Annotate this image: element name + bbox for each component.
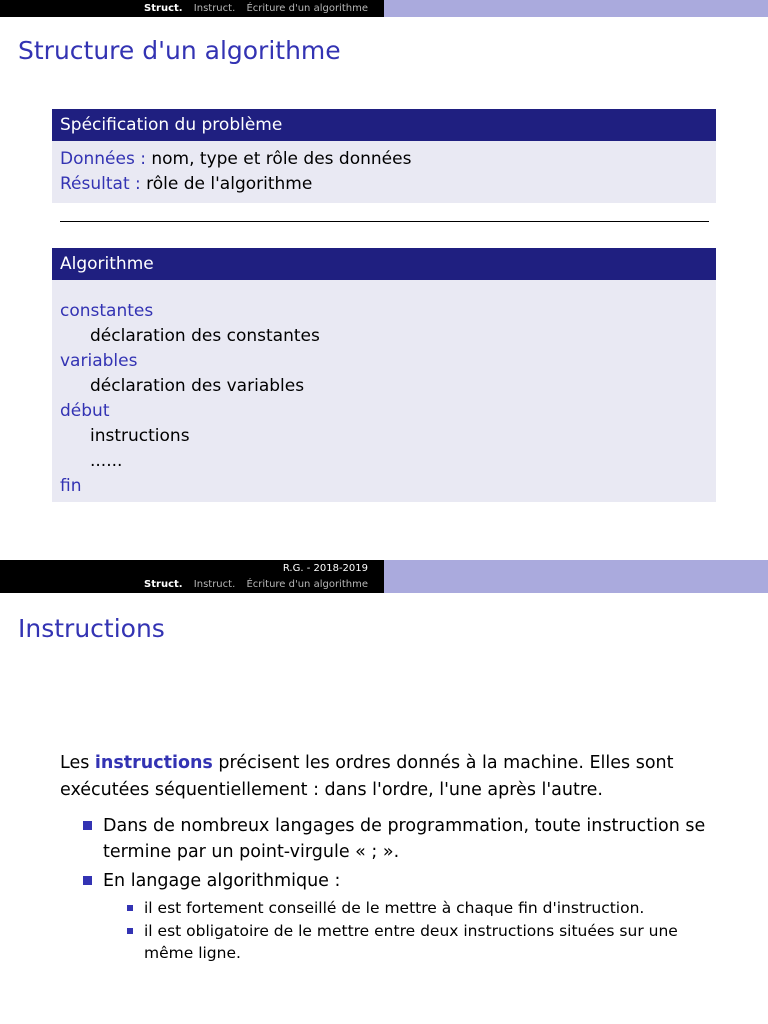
- algo-kw-constantes: constantes: [60, 301, 154, 321]
- footer-bar: [0, 560, 768, 576]
- frame-title: Structure d'un algorithme: [18, 36, 341, 65]
- nav-section-ecriture[interactable]: Écriture d'un algorithme: [246, 579, 368, 590]
- nav-section-ecriture[interactable]: Écriture d'un algorithme: [246, 3, 368, 14]
- section-nav: [0, 0, 384, 17]
- spec-key: Résultat :: [60, 174, 141, 194]
- algo-line: ......: [90, 451, 123, 471]
- header-bar: [0, 576, 768, 593]
- intro-after: précisent les ordres donnés à la machine. Elles sont exécutées séquentiellement : dans l'ordre, l'une après l'autre.: [60, 753, 674, 800]
- spec-block-title: Spécification du problème: [52, 109, 716, 141]
- spec-value: rôle de l'algorithme: [146, 174, 313, 194]
- subbullet-text: il est fortement conseillé de le mettre à chaque fin d'instruction.: [144, 899, 645, 917]
- bullet-item: [83, 813, 723, 865]
- intro-highlight: instructions: [94, 753, 213, 773]
- algo-block-body: [52, 280, 716, 502]
- subbullet-text: il est obligatoire de le mettre entre deux instructions situées sur une même ligne.: [144, 922, 678, 962]
- bullet-square-icon: [83, 876, 92, 885]
- spec-value: nom, type et rôle des données: [151, 149, 412, 169]
- algo-line: déclaration des constantes: [90, 326, 320, 346]
- nav-current-section[interactable]: Struct.: [144, 579, 183, 590]
- intro-before: Les: [60, 753, 95, 773]
- bullet-item: [83, 868, 723, 894]
- header-nav-light: [384, 0, 768, 17]
- subbullet-item: [127, 897, 717, 919]
- subbullet-square-icon: [127, 928, 133, 934]
- algo-block-title: Algorithme: [52, 248, 716, 280]
- algo-block: [52, 248, 716, 502]
- bullet-square-icon: [83, 821, 92, 830]
- footer-author: R.G. - 2018-2019: [282, 563, 368, 574]
- separator-rule: [60, 221, 709, 222]
- spec-row-donnees: [60, 147, 708, 172]
- footer-light: [384, 560, 768, 576]
- frame-title: Instructions: [18, 614, 165, 643]
- subbullet-square-icon: [127, 905, 133, 911]
- algo-kw-variables: variables: [60, 351, 138, 371]
- section-nav: [0, 576, 384, 593]
- algo-line: déclaration des variables: [90, 376, 305, 396]
- algo-kw-fin: fin: [60, 476, 82, 496]
- spec-key: Données :: [60, 149, 146, 169]
- header-nav-light: [384, 576, 768, 593]
- nav-section-instruct[interactable]: Instruct.: [193, 579, 236, 590]
- header-nav-dark: [0, 0, 384, 17]
- bullet-text: Dans de nombreux langages de programmation, toute instruction se termine par un point-virgule « ; ».: [103, 816, 706, 862]
- algo-kw-debut: début: [60, 401, 110, 421]
- slide-instructions: [0, 560, 768, 1024]
- spec-block: [52, 109, 716, 203]
- nav-section-instruct[interactable]: Instruct.: [193, 3, 236, 14]
- bullet-text: En langage algorithmique :: [103, 871, 341, 891]
- nav-current-section[interactable]: Struct.: [144, 3, 183, 14]
- footer-dark: [0, 560, 384, 576]
- intro-paragraph: [60, 750, 720, 804]
- algo-line: instructions: [90, 426, 190, 446]
- subbullet-item: [127, 920, 717, 964]
- header-nav-dark: [0, 576, 384, 593]
- spec-row-resultat: [60, 172, 708, 197]
- header-bar: [0, 0, 768, 17]
- spec-block-body: [52, 141, 716, 203]
